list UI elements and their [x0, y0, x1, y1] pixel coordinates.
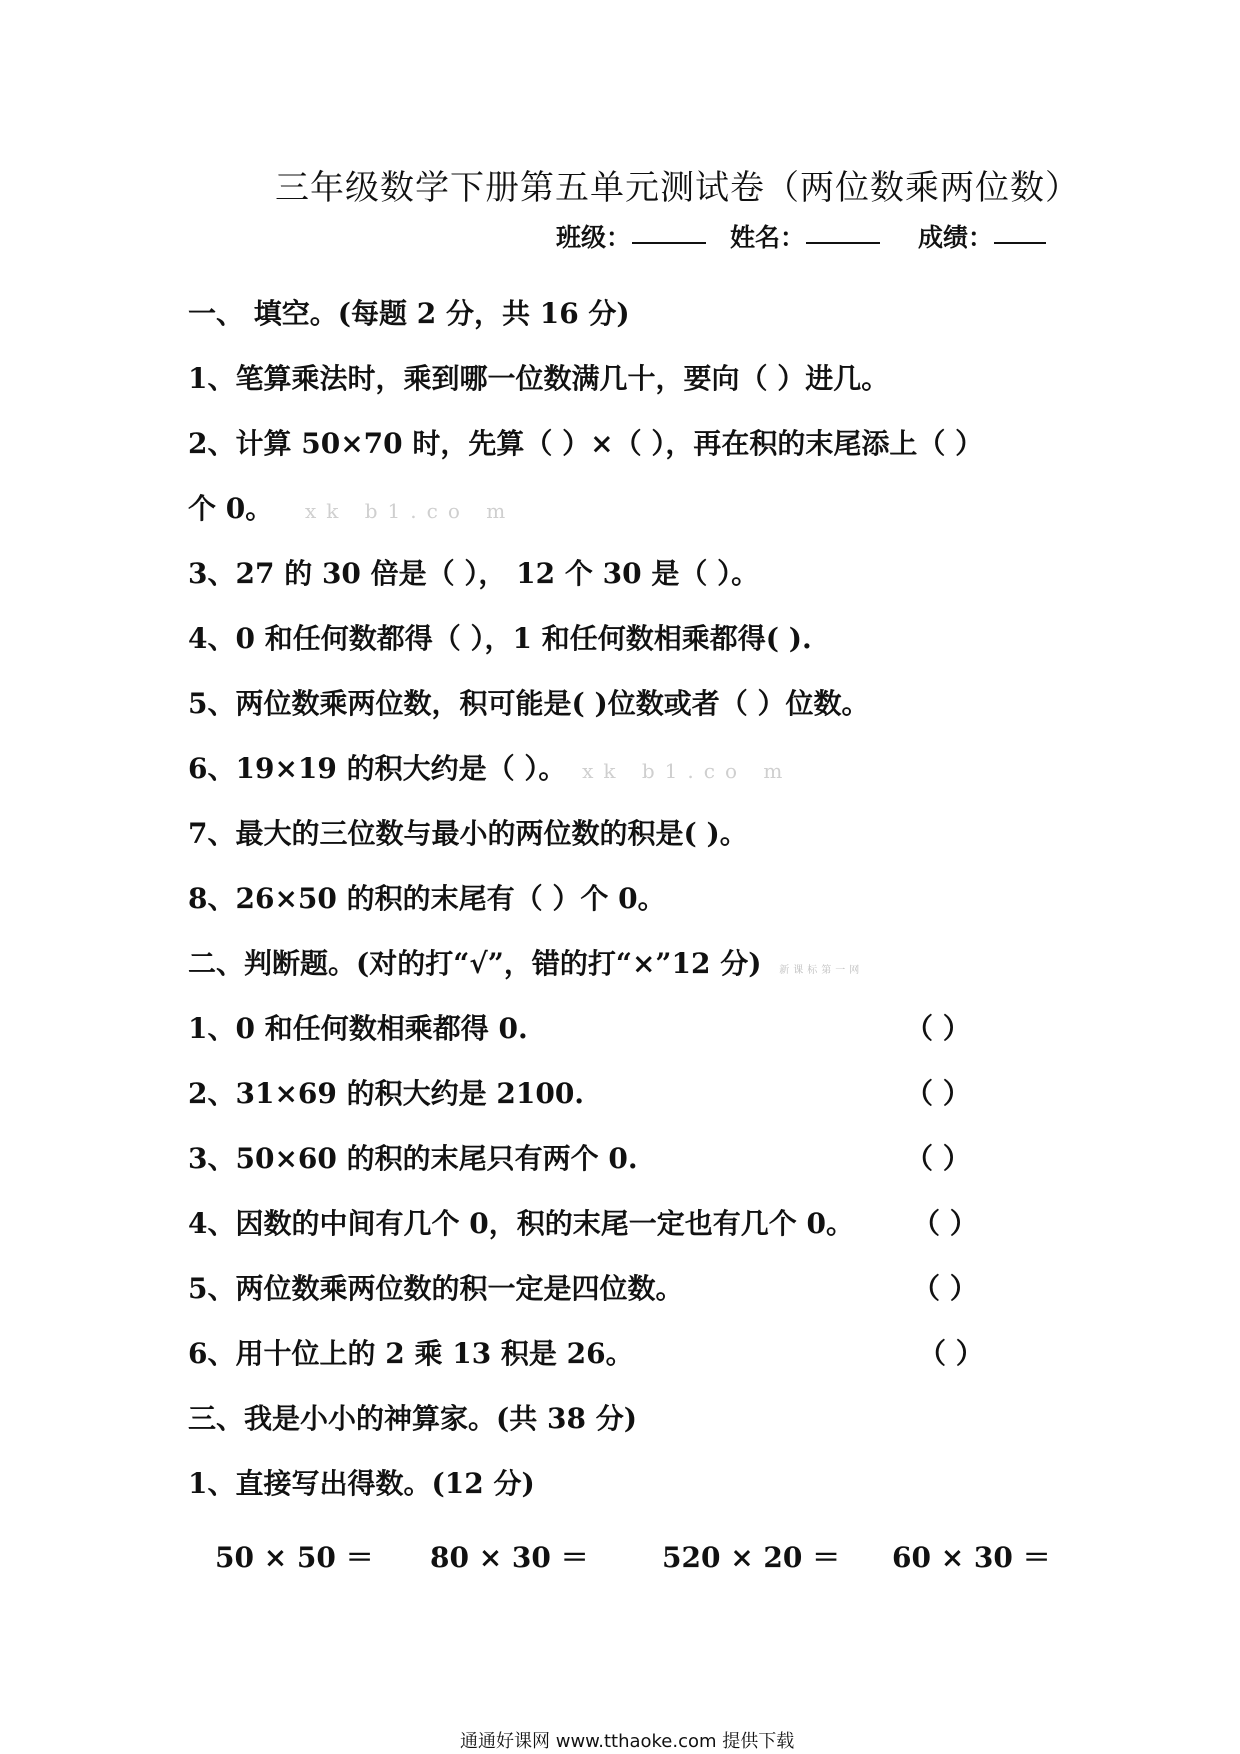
- calc-item-2: 80 × 30 ＝: [430, 1541, 589, 1574]
- judge-item-1: 1、0 和任何数相乘都得 0.: [188, 1012, 528, 1045]
- judge-item-5: 5、两位数乘两位数的积一定是四位数。: [188, 1272, 684, 1305]
- page-title: 三年级数学下册第五单元测试卷（两位数乘两位数）: [275, 168, 1080, 208]
- fill-question-2-line1: 2、计算 50×70 时，先算（ ）×（ ），再在积的末尾添上（ ）: [188, 427, 984, 460]
- judge-answer-1[interactable]: （ ）: [905, 1012, 971, 1045]
- name-label: 姓名：: [730, 223, 806, 252]
- judge-answer-5[interactable]: （ ）: [912, 1272, 978, 1305]
- fill-question-5: 5、两位数乘两位数，积可能是( )位数或者（ ）位数。: [188, 687, 870, 720]
- judge-item-4: 4、因数的中间有几个 0，积的末尾一定也有几个 0。: [188, 1207, 854, 1240]
- judge-item-6: 6、用十位上的 2 乘 13 积是 26。: [188, 1337, 634, 1370]
- fill-question-2-line2-text: 个 0。: [188, 492, 274, 525]
- judge-answer-2[interactable]: （ ）: [905, 1077, 971, 1110]
- fill-question-4: 4、0 和任何数都得（ ），1 和任何数相乘都得( ).: [188, 622, 812, 655]
- fill-question-1: 1、笔算乘法时，乘到哪一位数满几十，要向（ ）进几。: [188, 362, 890, 395]
- section3-sub1: 1、直接写出得数。(12 分): [188, 1467, 535, 1500]
- footer-text: 通通好课网 www.tthaoke.com 提供下载: [460, 1731, 795, 1752]
- judge-item-3: 3、50×60 的积的末尾只有两个 0.: [188, 1142, 638, 1175]
- judge-item-2: 2、31×69 的积大约是 2100.: [188, 1077, 585, 1110]
- score-label: 成绩：: [918, 223, 994, 252]
- name-blank[interactable]: [806, 218, 880, 244]
- judge-answer-6[interactable]: （ ）: [918, 1337, 984, 1370]
- class-label: 班级：: [556, 223, 632, 252]
- fill-question-7: 7、最大的三位数与最小的两位数的积是( )。: [188, 817, 748, 850]
- fill-question-6-text: 6、19×19 的积大约是（ ）。: [188, 752, 567, 785]
- watermark-small: 新课标第一网: [779, 965, 864, 976]
- calc-item-1: 50 × 50 ＝: [215, 1541, 374, 1574]
- section3-heading: 三、我是小小的神算家。(共 38 分): [188, 1402, 637, 1435]
- section2-heading-text: 二、判断题。(对的打“√”，错的打“×”12 分): [188, 947, 762, 980]
- judge-answer-3[interactable]: （ ）: [905, 1142, 971, 1175]
- fill-question-6: [188, 747, 792, 787]
- watermark-text: xk b1.co m: [304, 499, 516, 523]
- section1-heading: 一、 填空。(每题 2 分，共 16 分): [188, 297, 630, 330]
- fill-question-2-line2: [188, 487, 515, 527]
- calc-item-3: 520 × 20 ＝: [662, 1541, 841, 1574]
- section2-heading: [188, 942, 863, 982]
- fill-question-3: 3、27 的 30 倍是（ ）， 12 个 30 是（ ）。: [188, 557, 760, 590]
- fill-question-8: 8、26×50 的积的末尾有（ ）个 0。: [188, 882, 666, 915]
- score-blank[interactable]: [994, 218, 1046, 244]
- judge-answer-4[interactable]: （ ）: [912, 1207, 978, 1240]
- class-blank[interactable]: [632, 218, 706, 244]
- watermark-text: xk b1.co m: [582, 759, 793, 783]
- calc-item-4: 60 × 30 ＝: [892, 1541, 1051, 1574]
